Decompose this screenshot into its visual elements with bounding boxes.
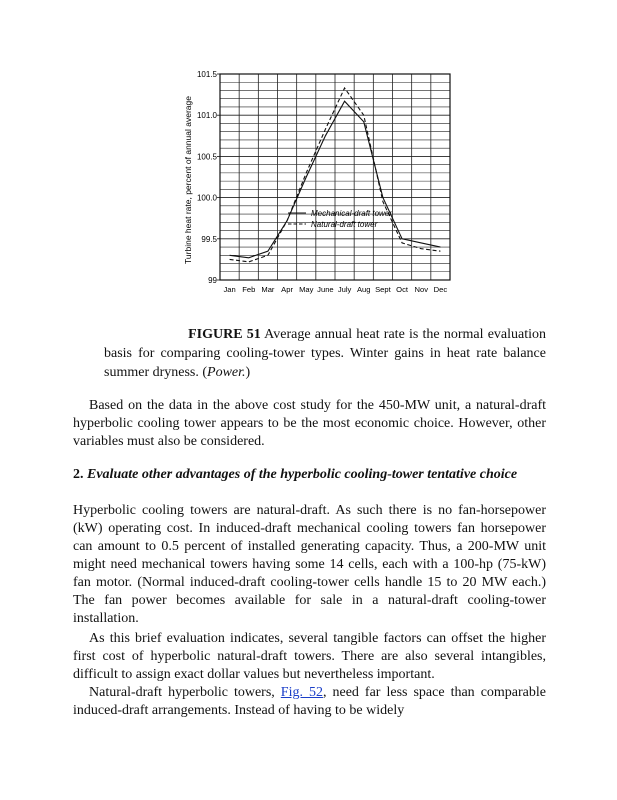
caption-text-end: ) bbox=[245, 365, 251, 380]
paragraph-fan-horsepower: Hyperbolic cooling towers are natural-draft. As such there is no fan-horsepower (kW) operating cost. In induced-draft mechanical cooling towers fan horsepower can amount to 0.5 percent of installed generating capacity. Thus, a 200-MW unit might need mechanical towers having some 14 cells, each with a 100-hp (75-kW) fan motor. (Normal induced-draft cooling-tower cells handle 15 to 20 MW each.) The fan power becomes available for sale in a natural-draft cooling-tower installation. bbox=[73, 503, 546, 626]
x-tick-label: Oct bbox=[396, 285, 408, 294]
legend-label: Mechanical-draft tower bbox=[311, 209, 392, 218]
paragraph-space bbox=[73, 684, 546, 720]
y-tick-label: 101.5 bbox=[196, 70, 217, 79]
legend-label: Natural-draft tower bbox=[311, 220, 378, 229]
paragraph-cost-study: Based on the data in the above cost study for the 450-MW unit, a natural-draft hyperbolic cooling tower appears to be the most economic choice. However, other variables must also be considered. bbox=[73, 398, 546, 449]
y-tick-label: 99 bbox=[208, 276, 217, 285]
para-space-start: Natural-draft hyperbolic towers, bbox=[89, 685, 281, 700]
x-tick-label: Nov bbox=[414, 285, 429, 294]
figure-caption bbox=[104, 325, 546, 382]
y-tick-label: 101.0 bbox=[196, 111, 217, 121]
x-tick-label: July bbox=[337, 285, 352, 294]
section-number: 2. bbox=[73, 467, 84, 482]
x-tick-label: Jan bbox=[223, 285, 236, 294]
caption-text: Average annual heat rate is the normal evaluation basis for comparing cooling-tower types. Winter gains in heat rate balance summer dryness. ( bbox=[104, 327, 547, 380]
x-tick-label: Mar bbox=[261, 285, 275, 294]
x-tick-label: Feb bbox=[242, 285, 256, 294]
x-tick-label: Sept bbox=[375, 285, 391, 294]
x-tick-label: May bbox=[299, 285, 314, 294]
para-space-end: , need far less space than comparable induced-draft arrangements. Instead of having to be widely bbox=[73, 685, 546, 718]
paragraph-evaluation: As this brief evaluation indicates, several tangible factors can offset the higher first cost of hyperbolic natural-draft towers. There are also several intangibles, difficult to assign exact dollar values but nevertheless important. bbox=[73, 631, 546, 682]
y-axis-label: Turbine heat rate, percent of annual average bbox=[183, 96, 193, 264]
heat-rate-chart bbox=[180, 68, 465, 300]
chart-grid bbox=[220, 74, 450, 280]
y-tick-label: 100.0 bbox=[196, 193, 217, 203]
x-tick-label: June bbox=[317, 285, 334, 294]
figure-label: FIGURE 51 bbox=[188, 327, 261, 342]
x-tick-label: Aug bbox=[356, 285, 371, 294]
x-tick-label: Dec bbox=[433, 285, 448, 294]
y-tick-label: 99.5 bbox=[201, 234, 217, 244]
caption-source: Power. bbox=[207, 365, 246, 380]
chart-legend bbox=[288, 209, 392, 229]
y-tick-label: 100.5 bbox=[196, 152, 217, 162]
figure-52-link[interactable]: Fig. 52 bbox=[280, 685, 323, 700]
x-tick-label: Apr bbox=[281, 285, 293, 294]
section-title: Evaluate other advantages of the hyperbolic cooling-tower tentative choice bbox=[83, 467, 518, 482]
section-heading bbox=[73, 466, 546, 484]
